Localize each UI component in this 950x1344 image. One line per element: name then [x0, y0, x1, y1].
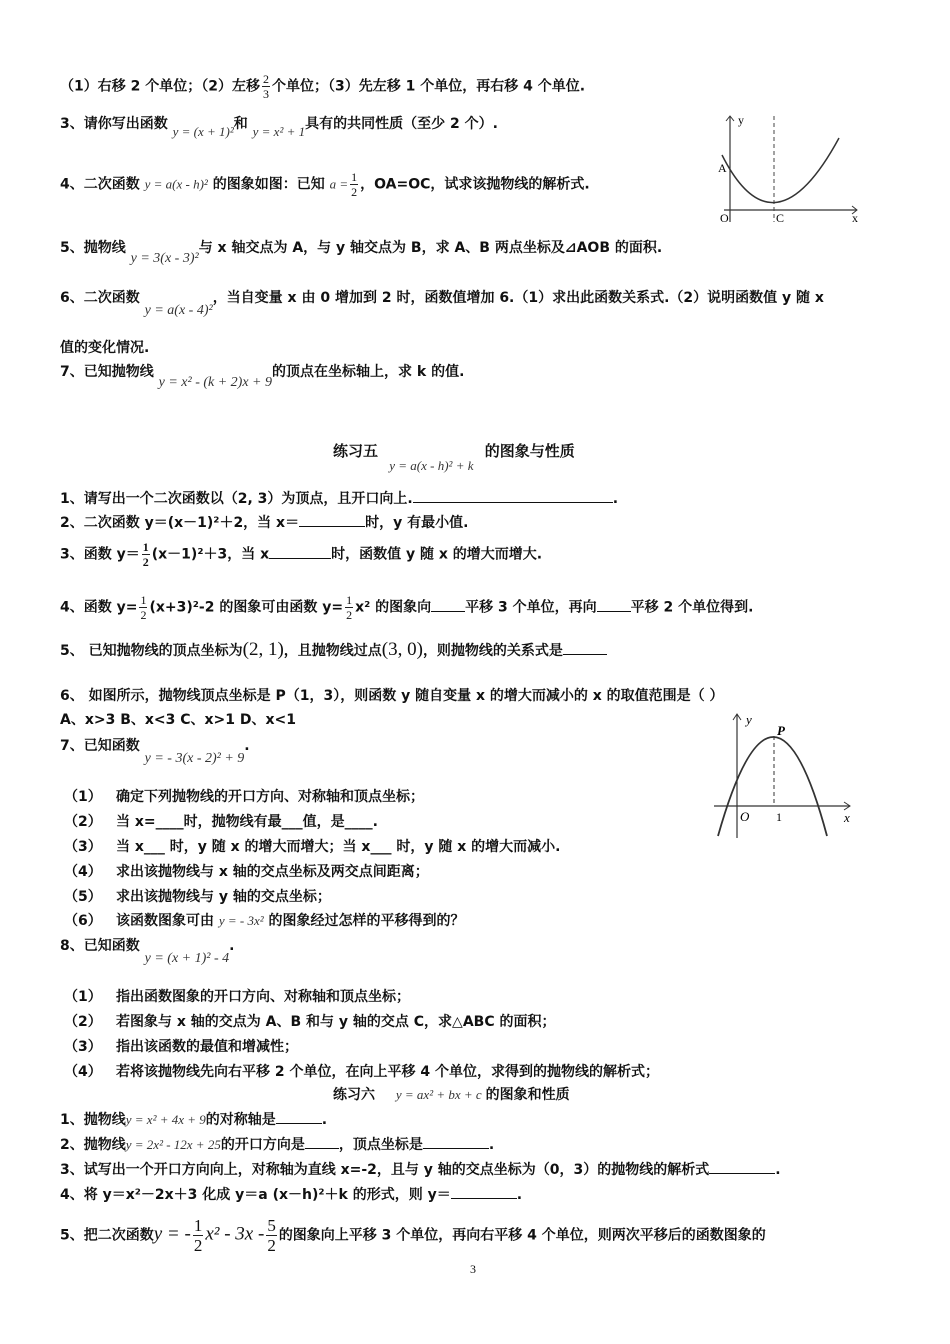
answer-blank[interactable] — [423, 1134, 489, 1149]
formula: (3, 0) — [381, 639, 423, 660]
section-title-6: 练习六 y = ax² + bx + c 的图象和性质 — [333, 1087, 570, 1103]
sub-question-item — [64, 1011, 555, 1031]
item-text: 若图象与 x 轴的交点为 A、B 和与 y 轴的交点 C，求△ABC 的面积； — [116, 1014, 556, 1030]
formula: y = x² + 1 — [252, 124, 306, 139]
s5-question-2: 2、二次函数 y＝(x－1)²＋2，当 x＝ 时，y 有最小值. — [60, 512, 468, 533]
formula: x² - 3x - — [205, 1223, 265, 1245]
formula: (2, 1) — [242, 639, 284, 660]
item-tag: （1） — [64, 789, 102, 805]
origin-label: O — [740, 809, 750, 824]
s5-question-7: 7、已知函数 y = - 3(x - 2)² + 9. — [60, 738, 250, 766]
answer-blank[interactable] — [305, 1134, 339, 1149]
tick-label-1: 1 — [776, 810, 782, 824]
x-axis-label: x — [844, 810, 850, 825]
answer-blank[interactable] — [451, 1184, 517, 1199]
sub-question-item — [64, 861, 429, 881]
s5-question-3: 3、函数 y＝ $\frac{1}{2}$ (x－1)²＋3，当 x 时，函数值 y 随 x 的增大而增大. — [60, 540, 543, 569]
sub-question-item — [64, 1061, 659, 1081]
fraction: $\frac{1}{2}$ — [351, 170, 358, 199]
question-6-cont: 值的变化情况. — [60, 340, 150, 356]
section-title-5: 练习五 y = a(x - h)² + k 的图象与性质 — [333, 442, 575, 473]
shift-answer-line: （1）右移 2 个单位；（2）左移 $\frac{2}{3}$ 个单位；（3）先左移 1 个单位，再右移 4 个单位. — [60, 72, 586, 101]
formula: y = (x + 1)² — [172, 124, 234, 139]
fraction: $\frac{5}{2}$ — [267, 1216, 276, 1255]
sub-question-item — [64, 1036, 298, 1056]
formula: y = - 3x² — [218, 913, 264, 928]
y-axis-label: y — [746, 712, 752, 727]
answer-blank[interactable] — [709, 1159, 775, 1174]
s5-question-5: 5、 已知抛物线的顶点坐标为(2, 1)，且抛物线过点(3, 0)，则抛物线的关系式是 — [60, 640, 607, 661]
formula: a = — [329, 176, 349, 192]
x-axis-label: x — [852, 211, 858, 225]
sub-question-item — [64, 811, 378, 831]
formula: y = 2x² - 12x + 25 — [125, 1137, 221, 1152]
item-text: 指出该函数的最值和增减性； — [116, 1039, 298, 1055]
answer-blank[interactable] — [276, 1109, 322, 1124]
page-number: 3 — [470, 1262, 476, 1276]
formula: y = a(x - h)² + k — [389, 458, 474, 473]
formula: y = a(x - 4)² — [144, 303, 213, 318]
item-text: 求出该抛物线与 y 轴的交点坐标； — [116, 889, 331, 905]
formula: y = - — [153, 1223, 191, 1245]
answer-blank[interactable] — [269, 544, 331, 559]
formula: y = x² + 4x + 9 — [125, 1112, 206, 1127]
fraction: $\frac{1}{2}$ — [346, 593, 353, 622]
parabola-figure-1 — [712, 110, 862, 228]
s5-question-6: 6、 如图所示，抛物线顶点坐标是 P（1，3），则函数 y 随自变量 x 的增大而减小的 x 的取值范围是（ ） — [60, 688, 724, 704]
formula: y = x² - (k + 2)x + 9 — [158, 375, 273, 390]
s6-question-2: 2、抛物线y = 2x² - 12x + 25的开口方向是 ，顶点坐标是 . — [60, 1134, 494, 1155]
s5-question-6-options: A、x>3 B、x<3 C、x>1 D、x<1 — [60, 712, 297, 728]
answer-blank[interactable] — [431, 597, 465, 612]
fraction: $\frac{1}{2}$ — [142, 540, 149, 569]
y-axis-label: y — [738, 113, 744, 127]
point-p-label: P — [777, 723, 785, 738]
parabola-figure-2 — [710, 708, 860, 843]
fraction: $\frac{1}{2}$ — [193, 1216, 203, 1255]
item-tag: （2） — [64, 814, 102, 830]
sub-question-item — [64, 836, 560, 856]
formula: y = (x + 1)² - 4 — [144, 951, 230, 966]
question-4: 4、二次函数 y = a(x - h)² 的图象如图：已知 a = $\frac{1}{2}$ ，OA=OC，试求该抛物线的解析式. — [60, 170, 590, 199]
fraction: $\frac{1}{2}$ — [140, 593, 147, 622]
question-5: 5、抛物线 y = 3(x - 3)²与 x 轴交点为 A，与 y 轴交点为 B，求 A、B 两点坐标及⊿AOB 的面积. — [60, 240, 663, 266]
s6-question-3: 3、试写出一个开口方向向上，对称轴为直线 x=-2，且与 y 轴的交点坐标为（0，3）的抛物线的解析式 . — [60, 1159, 781, 1180]
sub-question-item — [64, 886, 331, 906]
item-tag: （3） — [64, 839, 102, 855]
s6-question-1: 1、抛物线y = x² + 4x + 9的对称轴是 . — [60, 1109, 327, 1130]
answer-blank[interactable] — [597, 597, 631, 612]
question-6: 6、二次函数 y = a(x - 4)²，当自变量 x 由 0 增加到 2 时，函数值增加 6.（1）求出此函数关系式.（2）说明函数值 y 随 x — [60, 290, 824, 318]
point-c-label: C — [776, 211, 785, 225]
item-tag: （3） — [64, 1039, 102, 1055]
answer-blank[interactable] — [563, 640, 607, 655]
answer-blank[interactable] — [413, 488, 613, 503]
item-text: 指出函数图象的开口方向、对称轴和顶点坐标； — [116, 989, 410, 1005]
item-text: 当 x___ 时，y 随 x 的增大而增大；当 x___ 时，y 随 x 的增大而减小. — [116, 839, 561, 855]
fraction: $\frac{2}{3}$ — [262, 72, 269, 101]
s6-question-4: 4、将 y＝x²－2x＋3 化成 y＝a (x－h)²＋k 的形式，则 y＝ . — [60, 1184, 522, 1205]
answer-blank[interactable] — [299, 512, 365, 527]
sub-question-item — [64, 786, 424, 806]
sub-question-item — [64, 986, 410, 1006]
item-tag: （1） — [64, 989, 102, 1005]
item-text: 确定下列抛物线的开口方向、对称轴和顶点坐标； — [116, 789, 424, 805]
s5-question-7-item-6: （6） 该函数图象可由 y = - 3x² 的图象经过怎样的平移得到的？ — [64, 913, 465, 929]
item-text: 求出该抛物线与 x 轴的交点坐标及两交点间距离； — [116, 864, 429, 880]
question-3: 3、请你写出函数 y = (x + 1)²和 y = x² + 1具有的共同性质（至少 2 个）. — [60, 116, 498, 139]
origin-label: O — [720, 211, 729, 225]
formula: y = a(x - h)² — [144, 176, 208, 192]
s5-question-1: 1、请写出一个二次函数以（2, 3）为顶点，且开口向上. . — [60, 488, 618, 509]
item-tag: （5） — [64, 889, 102, 905]
point-a-label: A — [718, 161, 727, 175]
item-tag: （4） — [64, 1064, 102, 1080]
question-7: 7、已知抛物线 y = x² - (k + 2)x + 9的顶点在坐标轴上，求 k 的值. — [60, 364, 465, 390]
formula: y = ax² + bx + c — [395, 1087, 482, 1102]
item-tag: （2） — [64, 1014, 102, 1030]
formula: y = - 3(x - 2)² + 9 — [144, 751, 245, 766]
item-text: 当 x=____时，抛物线有最___值，是____. — [116, 814, 378, 830]
s5-question-4: 4、函数 y= $\frac{1}{2}$ (x+3)²-2 的图象可由函数 y= $\frac{1}{2}$ x² 的图象向 平移 3 个单位，再向 平移 2 个单位得到. — [60, 593, 754, 622]
item-tag: （4） — [64, 864, 102, 880]
s6-question-5: 5、把二次函数y = - $\frac{1}{2}$ x² - 3x - $\frac{5}{2}$ 的图象向上平移 3 个单位，再向右平移 4 个单位，则两次平移后的函数图象的 — [60, 1216, 766, 1255]
item-text: 若将该抛物线先向右平移 2 个单位，在向上平移 4 个单位，求得到的抛物线的解析式； — [116, 1064, 659, 1080]
s5-question-8: 8、已知函数 y = (x + 1)² - 4. — [60, 938, 235, 966]
formula: y = 3(x - 3)² — [130, 251, 199, 266]
